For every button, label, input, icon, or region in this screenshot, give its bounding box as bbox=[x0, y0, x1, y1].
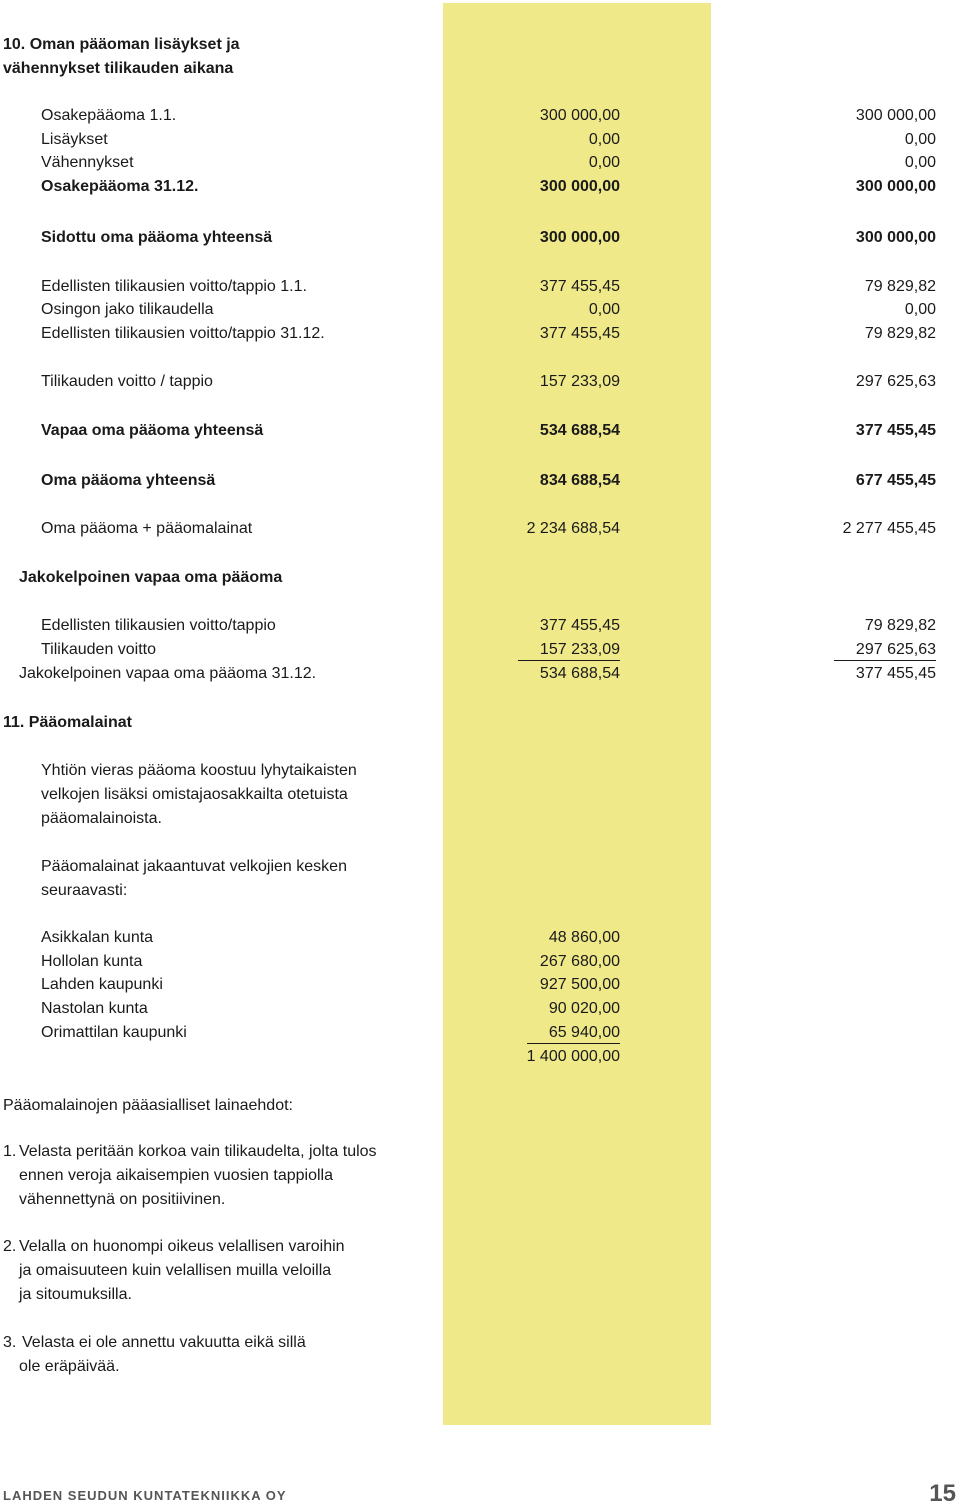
row-value-current: 2 234 688,54 bbox=[526, 520, 620, 537]
lender-label: Orimattilan kaupunki bbox=[41, 1024, 187, 1041]
section-10-heading-line1: 10. Oman pääoman lisäykset ja bbox=[3, 36, 240, 53]
row-label: Sidottu oma pääoma yhteensä bbox=[41, 229, 273, 246]
lender-value: 267 680,00 bbox=[539, 953, 620, 970]
row-label: Osingon jako tilikaudella bbox=[41, 301, 214, 318]
row-value-previous: 677 455,45 bbox=[855, 472, 936, 489]
row-value-previous: 0,00 bbox=[904, 154, 936, 171]
row-value-previous: 377 455,45 bbox=[855, 422, 936, 439]
terms-heading: Pääomalainojen pääasialliset lainaehdot: bbox=[3, 1097, 293, 1114]
lender-label: Asikkalan kunta bbox=[41, 929, 154, 946]
term-line: ja sitoumuksilla. bbox=[19, 1286, 132, 1303]
row-value-current: 534 688,54 bbox=[539, 422, 620, 439]
paragraph-line: seuraavasti: bbox=[41, 882, 128, 899]
paragraph-line: Yhtiön vieras pääoma koostuu lyhytaikaisten bbox=[41, 762, 357, 779]
row-value-previous: 79 829,82 bbox=[864, 325, 936, 342]
row-value-current: 377 455,45 bbox=[539, 278, 620, 295]
row-label: Jakokelpoinen vapaa oma pääoma 31.12. bbox=[19, 665, 317, 682]
row-value-previous: 297 625,63 bbox=[834, 640, 936, 661]
lender-value: 90 020,00 bbox=[548, 1000, 620, 1017]
row-value-previous: 0,00 bbox=[904, 301, 936, 318]
row-value-current: 300 000,00 bbox=[539, 178, 620, 195]
term-line: vähennettynä on positiivinen. bbox=[19, 1191, 226, 1208]
lender-label: Hollolan kunta bbox=[41, 953, 143, 970]
row-label: Edellisten tilikausien voitto/tappio 31.12. bbox=[41, 325, 325, 342]
term-line: Velasta peritään korkoa vain tilikaudelta, jolta tulos bbox=[19, 1143, 377, 1160]
row-value-current: 377 455,45 bbox=[539, 325, 620, 342]
row-value-current: 157 233,09 bbox=[539, 373, 620, 390]
page-number: 15 bbox=[929, 1480, 956, 1507]
row-label: Osakepääoma 1.1. bbox=[41, 107, 177, 124]
paragraph-line: Pääomalainat jakaantuvat velkojien kesken bbox=[41, 858, 347, 875]
row-value-current: 0,00 bbox=[588, 131, 620, 148]
lender-value: 65 940,00 bbox=[527, 1023, 620, 1044]
row-value-current: 0,00 bbox=[588, 301, 620, 318]
row-label: Oma pääoma + pääomalainat bbox=[41, 520, 253, 537]
row-value-current: 300 000,00 bbox=[539, 107, 620, 124]
row-value-previous: 300 000,00 bbox=[855, 178, 936, 195]
footer-organization: LAHDEN SEUDUN KUNTATEKNIIKKA OY bbox=[3, 1488, 287, 1503]
term-number: 1. bbox=[3, 1143, 17, 1160]
row-value-current: 0,00 bbox=[588, 154, 620, 171]
lender-value: 927 500,00 bbox=[539, 976, 620, 993]
row-label: Osakepääoma 31.12. bbox=[41, 178, 199, 195]
row-value-previous: 0,00 bbox=[904, 131, 936, 148]
row-value-previous: 79 829,82 bbox=[864, 617, 936, 634]
term-line: ennen veroja aikaisempien vuosien tappiolla bbox=[19, 1167, 333, 1184]
lender-label: Nastolan kunta bbox=[41, 1000, 148, 1017]
paragraph-line: pääomalainoista. bbox=[41, 810, 162, 827]
row-value-previous: 297 625,63 bbox=[855, 373, 936, 390]
row-value-current: 377 455,45 bbox=[539, 617, 620, 634]
row-label: Edellisten tilikausien voitto/tappio 1.1. bbox=[41, 278, 307, 295]
row-label: Vapaa oma pääoma yhteensä bbox=[41, 422, 264, 439]
term-line: ja omaisuuteen kuin velallisen muilla veloilla bbox=[19, 1262, 332, 1279]
section-10-heading-line2: vähennykset tilikauden aikana bbox=[3, 60, 234, 77]
row-value-previous: 300 000,00 bbox=[855, 229, 936, 246]
row-value-previous: 2 277 455,45 bbox=[842, 520, 936, 537]
term-line: ole eräpäivää. bbox=[19, 1358, 120, 1375]
row-value-current: 157 233,09 bbox=[518, 640, 620, 661]
row-label: Oma pääoma yhteensä bbox=[41, 472, 216, 489]
row-label: Tilikauden voitto / tappio bbox=[41, 373, 213, 390]
term-line: Velasta ei ole annettu vakuutta eikä sillä bbox=[22, 1334, 306, 1351]
row-label: Edellisten tilikausien voitto/tappio bbox=[41, 617, 276, 634]
section-11-heading: 11. Pääomalainat bbox=[3, 714, 132, 731]
row-value-current: 534 688,54 bbox=[539, 665, 620, 682]
term-number: 2. bbox=[3, 1238, 17, 1255]
lender-label: Lahden kaupunki bbox=[41, 976, 163, 993]
highlighted-column bbox=[443, 3, 711, 1425]
term-number: 3. bbox=[3, 1334, 17, 1351]
paragraph-line: velkojen lisäksi omistajaosakkailta otetuista bbox=[41, 786, 348, 803]
row-label: Tilikauden voitto bbox=[41, 641, 157, 658]
row-value-current: 834 688,54 bbox=[539, 472, 620, 489]
row-value-current: 300 000,00 bbox=[539, 229, 620, 246]
row-value-previous: 79 829,82 bbox=[864, 278, 936, 295]
row-label: Lisäykset bbox=[41, 131, 108, 148]
row-label: Vähennykset bbox=[41, 154, 134, 171]
distributable-heading: Jakokelpoinen vapaa oma pääoma bbox=[19, 569, 283, 586]
term-line: Velalla on huonompi oikeus velallisen varoihin bbox=[19, 1238, 345, 1255]
lender-value: 48 860,00 bbox=[548, 929, 620, 946]
lenders-total: 1 400 000,00 bbox=[526, 1048, 620, 1065]
row-value-previous: 300 000,00 bbox=[855, 107, 936, 124]
row-value-previous: 377 455,45 bbox=[855, 665, 936, 682]
